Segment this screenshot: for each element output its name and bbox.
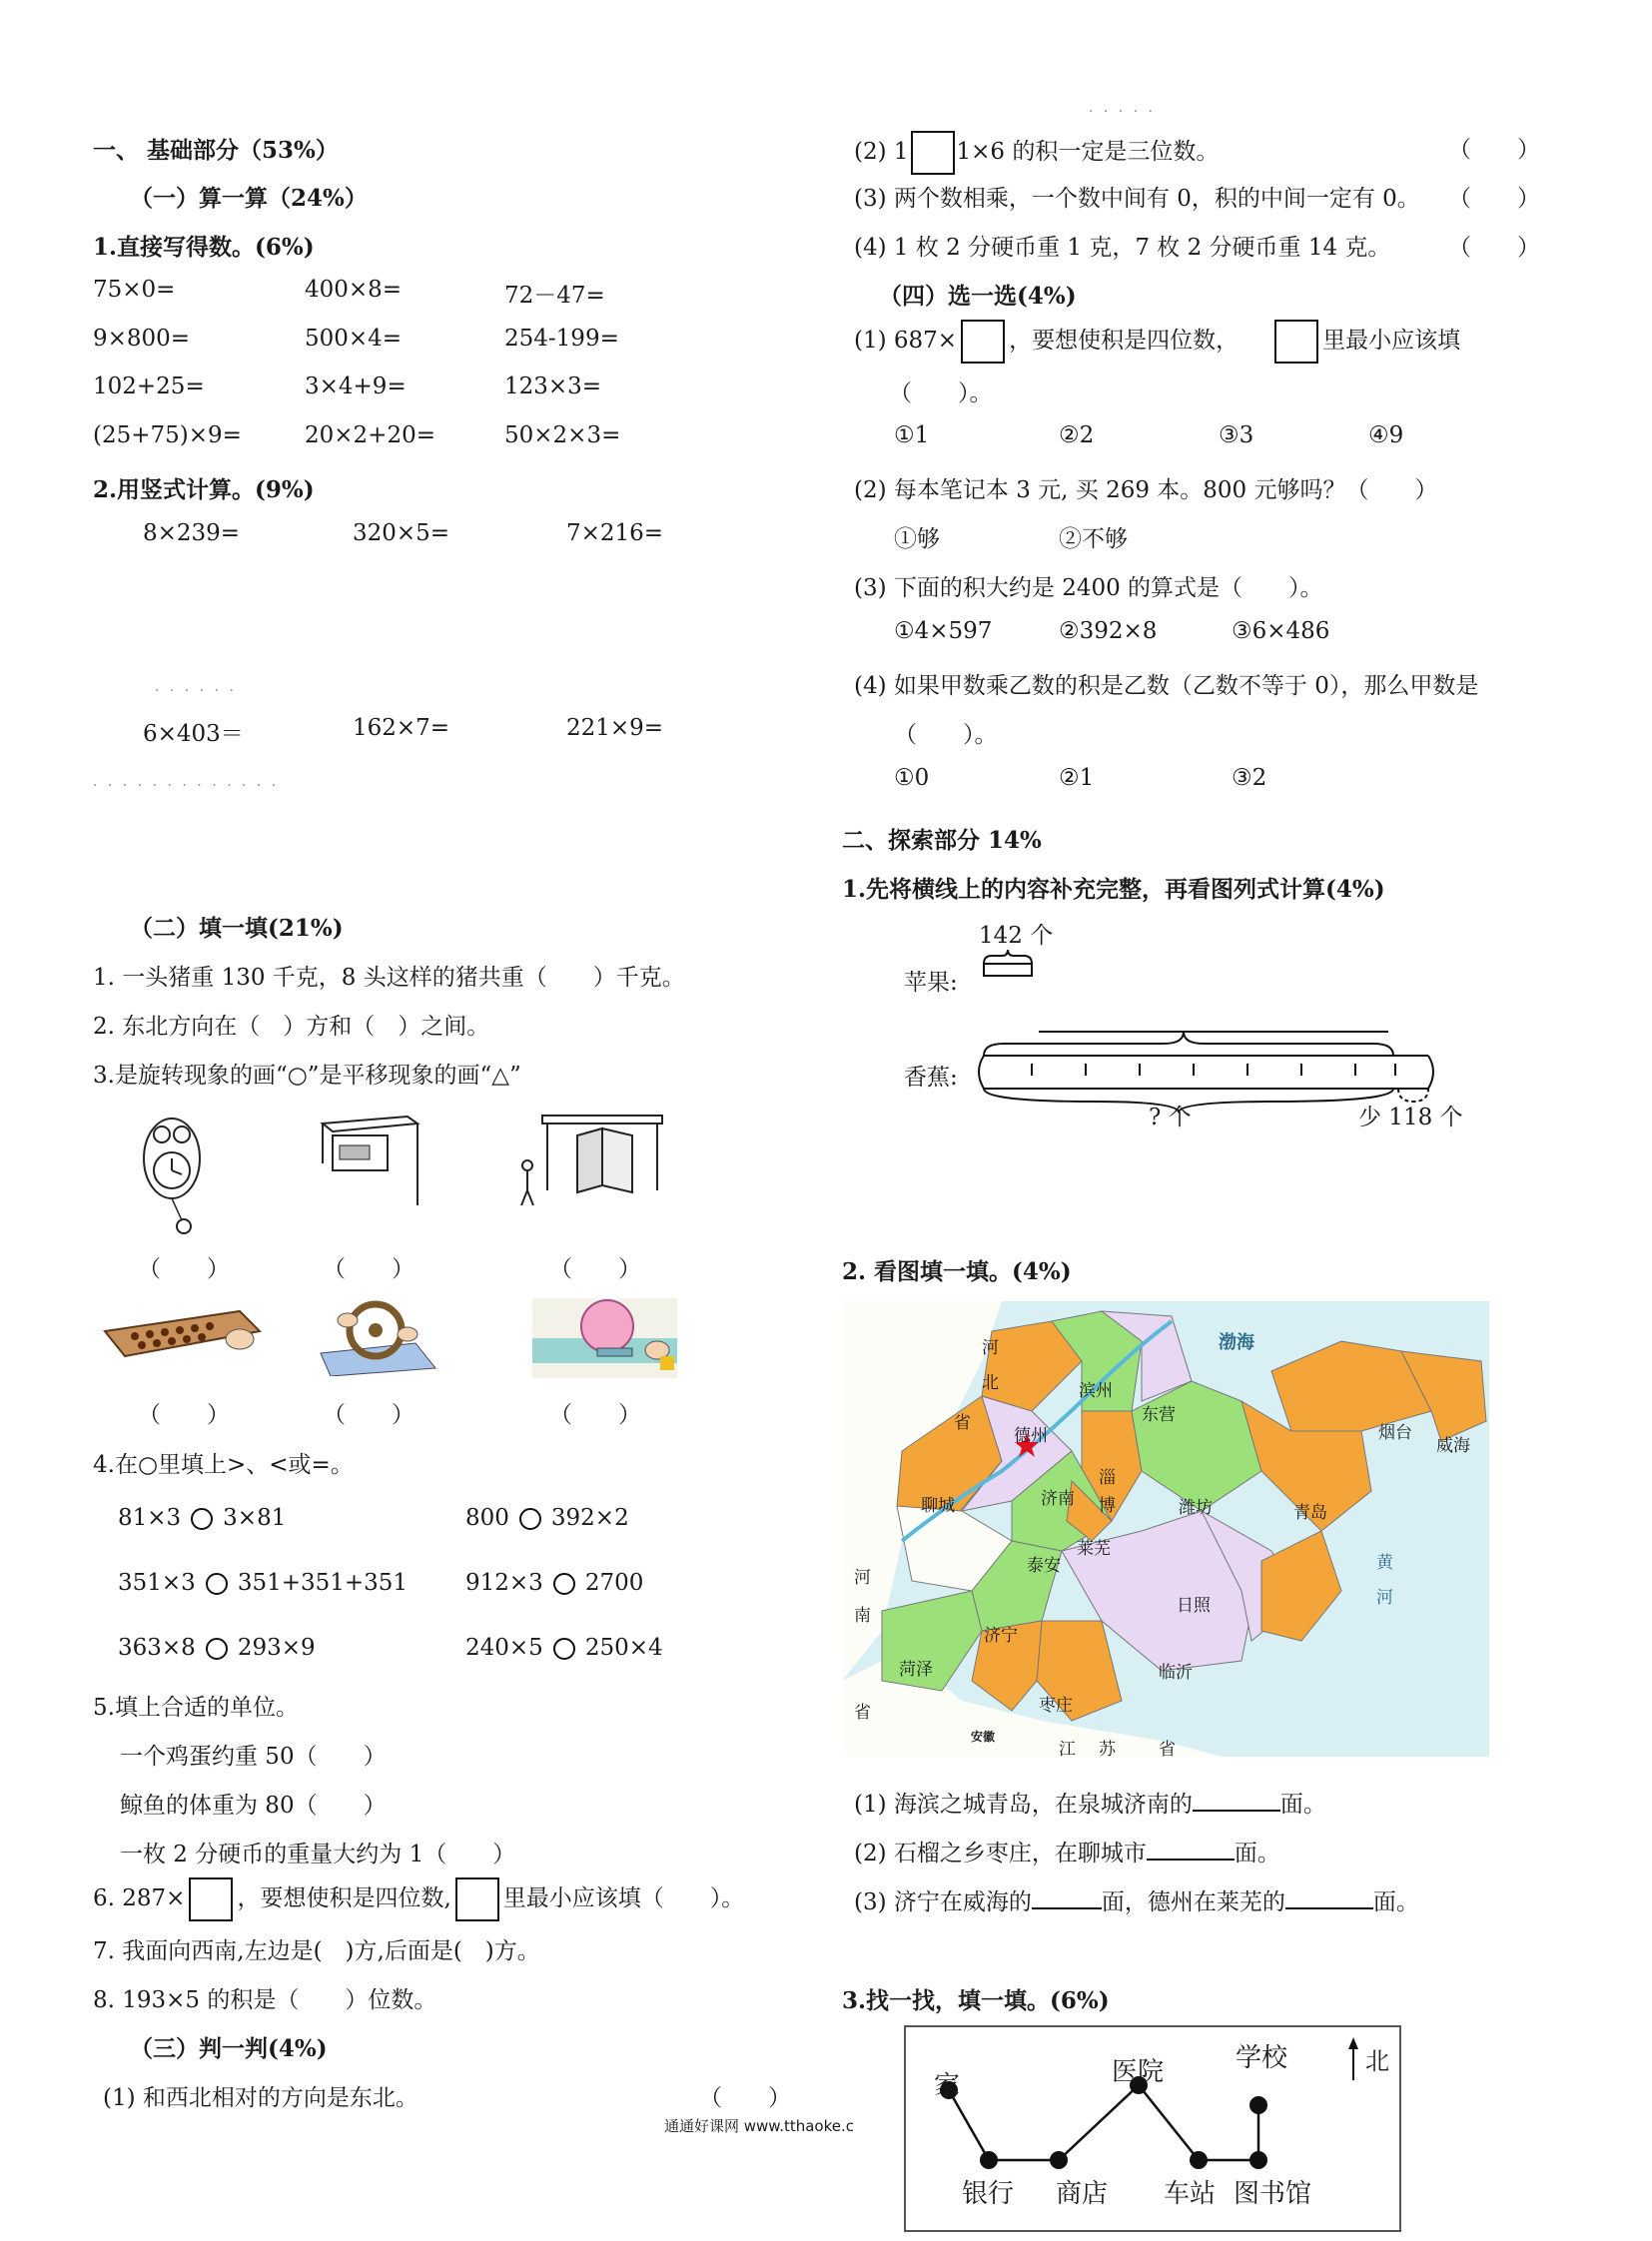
option[interactable]: ③2 <box>1232 765 1267 791</box>
answer-blank[interactable] <box>1147 1839 1235 1861</box>
compare-left: 800 <box>465 1505 509 1531</box>
abacus-picture <box>100 1301 265 1375</box>
fill-1: 1. 一头猪重 130 千克，8 头这样的猪共重（ ）千克。 <box>93 965 685 991</box>
answer-blank[interactable] <box>1285 1887 1373 1909</box>
oral-item: 9×800= <box>93 326 191 352</box>
top-dots: . . . . . <box>1089 100 1157 116</box>
map-question-text: (1) 海滨之城青岛，在泉城济南的 <box>854 1792 1193 1818</box>
banana-question: ? 个 <box>1149 1105 1192 1130</box>
compare-right: 392×2 <box>550 1505 629 1531</box>
answer-paren[interactable]: （ ） <box>549 1402 641 1428</box>
option[interactable]: ①0 <box>894 765 930 791</box>
map-question-1 <box>854 1786 1326 1819</box>
map-question-text: 面。 <box>1372 1889 1419 1915</box>
steering-wheel-picture <box>316 1298 440 1380</box>
fill-6 <box>93 1877 744 1921</box>
choice-3: (3) 下面的积大约是 2400 的算式是（ ）。 <box>854 575 1323 601</box>
oral-item: 72－47= <box>504 283 605 309</box>
choice-1 <box>854 320 1460 364</box>
map-label: 滨州 <box>1079 1381 1113 1401</box>
oral-item: 123×3= <box>504 374 602 399</box>
answer-box[interactable] <box>911 131 955 175</box>
compare-right: 250×4 <box>584 1635 663 1661</box>
compare-right: 3×81 <box>223 1505 287 1531</box>
drawer-picture <box>318 1114 422 1212</box>
footer-url: 通通好课网 www.tthaoke.c <box>664 2117 854 2135</box>
judge-1: (1) 和西北相对的方向是东北。 <box>103 2085 418 2111</box>
line-segment-diagram <box>974 944 1453 1114</box>
fan-picture <box>532 1298 677 1382</box>
explore-3: 3.找一找，填一填。(6%) <box>842 1987 1110 2014</box>
map-label: 枣庄 <box>1039 1696 1073 1716</box>
map-label: 南 <box>854 1606 871 1626</box>
answer-box[interactable] <box>189 1877 233 1921</box>
part-2-title: （二）填一填(21%) <box>130 915 344 942</box>
map-label: 省 <box>954 1413 971 1433</box>
compare-right: 293×9 <box>237 1635 316 1661</box>
compare-left: 363×8 <box>118 1635 196 1661</box>
mid-dots: . . . . . . <box>155 679 237 695</box>
compare-row <box>465 1635 663 1661</box>
fill-6-text: ，要想使积是四位数, <box>237 1885 451 1911</box>
map-label: 河 <box>982 1338 999 1358</box>
map-label: 黄 <box>1376 1553 1393 1573</box>
option[interactable]: ②1 <box>1059 765 1095 791</box>
map-label: 威海 <box>1436 1436 1470 1456</box>
low-dots: . . . . . . . . . . . . . <box>93 774 280 790</box>
shandong-map <box>842 1301 1489 1757</box>
judge-2-text: 1×6 的积一定是三位数。 <box>956 139 1220 165</box>
q1-title: 1.直接写得数。(6%) <box>93 234 315 261</box>
fill-5: 5.填上合适的单位。 <box>93 1695 299 1721</box>
choice-4: (4) 如果甲数乘乙数的积是乙数（乙数不等于 0），那么甲数是 <box>854 673 1479 699</box>
north-label: 北 <box>1365 2047 1389 2075</box>
map-label: 济宁 <box>984 1626 1018 1646</box>
compare-circle[interactable] <box>206 1573 228 1595</box>
choice-1-text: ，要想使积是四位数， <box>1009 328 1239 354</box>
compare-row <box>118 1570 408 1596</box>
choice-1-text: (1) 687× <box>854 328 958 354</box>
oral-item: 20×2+20= <box>305 422 435 448</box>
map-label: 济南 <box>1041 1489 1075 1509</box>
answer-blank[interactable] <box>1032 1887 1102 1909</box>
compare-circle[interactable] <box>519 1508 541 1530</box>
compare-row <box>465 1505 629 1531</box>
answer-box[interactable] <box>961 320 1005 364</box>
vertical-item: 6×403＝ <box>143 721 244 747</box>
banana-label: 香蕉: <box>904 1065 958 1091</box>
map-label: 临沂 <box>1159 1663 1193 1683</box>
vertical-item: 320×5= <box>353 520 450 546</box>
apple-label: 苹果: <box>904 970 958 996</box>
map-label: 东营 <box>1142 1405 1176 1425</box>
oral-item: 50×2×3= <box>504 422 621 448</box>
map-label: 莱芜 <box>1077 1539 1111 1559</box>
section-1-title: 一、 基础部分（53%） <box>93 137 339 164</box>
answer-paren[interactable]: （ ） <box>138 1256 230 1282</box>
option[interactable]: ②2 <box>1059 422 1095 448</box>
owl-clock-picture <box>140 1111 210 1239</box>
map-label: 淄 <box>1099 1468 1116 1488</box>
route-label: 车站 <box>1164 2179 1217 2209</box>
option[interactable]: ①1 <box>894 422 930 448</box>
fill-6-text: 里最小应该填（ ）。 <box>502 1885 745 1911</box>
map-label: 博 <box>1099 1496 1116 1516</box>
answer-paren[interactable]: （ ） <box>323 1256 414 1282</box>
unit-item: 一个鸡蛋约重 50（ ） <box>120 1744 387 1770</box>
fill-4: 4.在○里填上>、<或=。 <box>93 1452 354 1478</box>
option[interactable]: ①够 <box>894 526 940 552</box>
choice-2: (2) 每本笔记本 3 元, 买 269 本。800 元够吗？（ ） <box>854 477 1438 503</box>
explore-1: 1.先将横线上的内容补充完整，再看图列式计算(4%) <box>842 876 1385 903</box>
map-label: 省 <box>854 1703 871 1723</box>
map-question-text: (2) 石榴之乡枣庄，在聊城市 <box>854 1841 1147 1867</box>
fill-8: 8. 193×5 的积是（ ）位数。 <box>93 1987 437 2013</box>
answer-paren[interactable]: （ ） <box>323 1402 414 1428</box>
apple-count: 142 个 <box>979 923 1054 949</box>
option[interactable]: ④9 <box>1368 422 1404 448</box>
compare-circle[interactable] <box>191 1508 213 1530</box>
route-label: 商店 <box>1056 2179 1109 2209</box>
compare-circle[interactable] <box>553 1573 575 1595</box>
route-label: 学校 <box>1236 2043 1288 2073</box>
map-label: 潍坊 <box>1179 1498 1213 1518</box>
explore-2: 2. 看图填一填。(4%) <box>842 1258 1072 1285</box>
map-question-text: 面，德州在莱芜的 <box>1101 1889 1285 1915</box>
compare-row <box>465 1570 643 1596</box>
choice-1-text: 里最小应该填 <box>1322 328 1461 354</box>
answer-box[interactable] <box>455 1877 499 1921</box>
choice-4-paren[interactable]: （ ）。 <box>894 722 998 748</box>
route-label: 医院 <box>1112 2057 1165 2087</box>
map-question-2 <box>854 1835 1280 1868</box>
judge-paren[interactable]: （ ） <box>1448 235 1540 261</box>
vertical-item: 8×239= <box>143 520 241 546</box>
compare-right: 2700 <box>584 1570 644 1596</box>
vertical-item: 7×216= <box>566 520 664 546</box>
map-label: 省 <box>1159 1740 1176 1760</box>
section-2-title: 二、探索部分 14% <box>842 827 1042 854</box>
map-label: 河 <box>1376 1588 1393 1608</box>
map-question-text: 面。 <box>1279 1792 1326 1818</box>
map-label: 菏泽 <box>899 1660 933 1680</box>
oral-item: (25+75)×9= <box>93 422 242 448</box>
oral-item: 254-199= <box>504 326 619 352</box>
judge-paren[interactable]: （ ） <box>1448 137 1540 163</box>
map-label: 苏 <box>1099 1740 1116 1760</box>
answer-paren[interactable]: （ ） <box>549 1256 641 1282</box>
part-1-title: （一）算一算（24%） <box>130 185 368 212</box>
compare-row <box>118 1635 316 1661</box>
compare-left: 912×3 <box>465 1570 543 1596</box>
answer-blank[interactable] <box>1193 1790 1280 1812</box>
compare-right: 351+351+351 <box>237 1570 409 1596</box>
q2-title: 2.用竖式计算。(9%) <box>93 476 315 503</box>
compare-circle[interactable] <box>553 1638 575 1660</box>
route-label: 银行 <box>962 2179 1015 2209</box>
fill-3: 3.是旋转现象的画“○”是平移现象的画“△” <box>93 1063 521 1089</box>
judge-2 <box>854 131 1219 175</box>
oral-item: 3×4+9= <box>305 374 407 399</box>
compare-left: 351×3 <box>118 1570 196 1596</box>
map-question-text: (3) 济宁在威海的 <box>854 1889 1032 1915</box>
map-label: 河 <box>854 1568 871 1588</box>
option[interactable]: ③6×486 <box>1232 618 1330 644</box>
map-label: 泰安 <box>1027 1556 1061 1576</box>
oral-item: 500×4= <box>305 326 403 352</box>
option[interactable]: ②392×8 <box>1059 618 1158 644</box>
map-label: 安徽 <box>971 1730 996 1744</box>
revolving-door-picture <box>507 1111 667 1214</box>
oral-item: 75×0= <box>93 277 176 303</box>
judge-3: (3) 两个数相乘，一个数中间有 0，积的中间一定有 0。 <box>854 186 1420 212</box>
judge-4: (4) 1 枚 2 分硬币重 1 克，7 枚 2 分硬币重 14 克。 <box>854 235 1391 261</box>
fill-6-text: 6. 287× <box>93 1885 186 1911</box>
map-label: 渤海 <box>1219 1332 1254 1353</box>
fill-2: 2. 东北方向在（ ）方和（ ）之间。 <box>93 1014 490 1040</box>
map-question-3 <box>854 1883 1419 1916</box>
route-label: 图书馆 <box>1234 2179 1312 2209</box>
judge-1-paren[interactable]: （ ） <box>699 2085 791 2111</box>
compare-circle[interactable] <box>206 1638 228 1660</box>
part-3-title: （三）判一判(4%) <box>130 2035 328 2062</box>
option[interactable]: ③3 <box>1219 422 1254 448</box>
map-label: 日照 <box>1177 1596 1211 1616</box>
choice-1-paren[interactable]: （ ）。 <box>889 380 993 406</box>
compare-left: 81×3 <box>118 1505 182 1531</box>
vertical-item: 221×9= <box>566 715 664 741</box>
option[interactable]: ①4×597 <box>894 618 993 644</box>
map-label: 北 <box>982 1373 999 1393</box>
option[interactable]: ②不够 <box>1059 526 1128 552</box>
unit-item: 一枚 2 分硬币的重量大约为 1（ ） <box>120 1842 516 1868</box>
answer-box[interactable] <box>1274 320 1318 364</box>
map-label: 江 <box>1059 1740 1076 1760</box>
map-label: 聊城 <box>921 1496 955 1516</box>
oral-item: 102+25= <box>93 374 205 399</box>
map-label: 德州 <box>1014 1426 1048 1446</box>
map-question-text: 面。 <box>1234 1841 1280 1867</box>
map-label: 烟台 <box>1378 1423 1412 1443</box>
answer-paren[interactable]: （ ） <box>138 1402 230 1428</box>
route-label: 家 <box>934 2071 961 2101</box>
compare-left: 240×5 <box>465 1635 543 1661</box>
vertical-item: 162×7= <box>353 715 450 741</box>
map-label: 青岛 <box>1293 1503 1327 1523</box>
judge-paren[interactable]: （ ） <box>1448 186 1540 212</box>
part-4-title: （四）选一选(4%) <box>879 283 1077 310</box>
judge-2-text: (2) 1 <box>854 139 909 165</box>
compare-row <box>118 1505 286 1531</box>
fill-7: 7. 我面向西南,左边是( )方,后面是( )方。 <box>93 1938 540 1964</box>
banana-less: 少 118 个 <box>1358 1105 1463 1130</box>
unit-item: 鲸鱼的体重为 80（ ） <box>120 1793 387 1819</box>
oral-item: 400×8= <box>305 277 403 303</box>
